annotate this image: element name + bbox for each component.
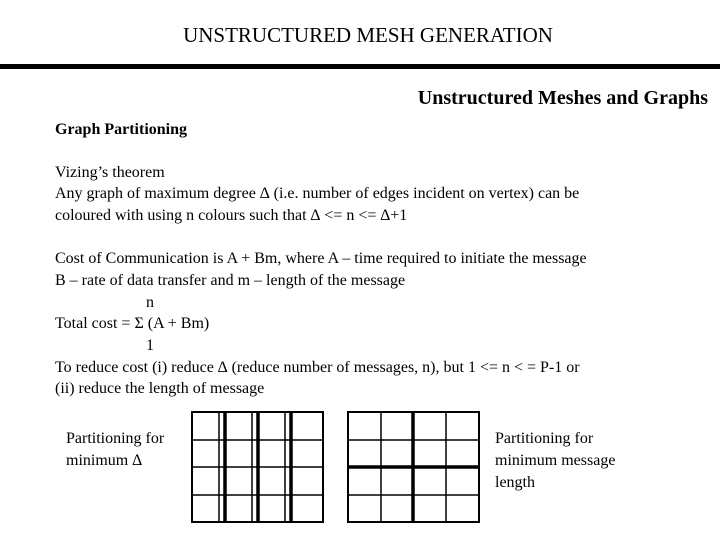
vizing-title: Vizing’s theorem <box>55 164 165 181</box>
right-figure-caption-line1: Partitioning for <box>495 430 594 447</box>
reduce-cost-line1: To reduce cost (i) reduce ∆ (reduce number of messages, n), but 1 <= n < = P-1 or <box>55 359 580 376</box>
sum-lower-limit: 1 <box>146 337 154 354</box>
vizing-statement-line2: coloured with using n colours such that ∆ <= n <= ∆+1 <box>55 207 408 224</box>
section-heading: Graph Partitioning <box>55 121 188 138</box>
block-partition-grid <box>348 412 479 522</box>
total-cost-formula: Total cost = Σ (A + Bm) <box>55 315 210 332</box>
slide-subtitle: Unstructured Meshes and Graphs <box>417 87 708 109</box>
cost-line2: B – rate of data transfer and m – length of the message <box>55 272 406 289</box>
vertical-partition-grid <box>192 412 323 522</box>
left-figure-caption-line1: Partitioning for <box>66 430 165 447</box>
cost-line1: Cost of Communication is A + Bm, where A – time required to initiate the message <box>55 250 587 267</box>
vizing-statement-line1: Any graph of maximum degree ∆ (i.e. number of edges incident on vertex) can be <box>55 185 580 202</box>
sum-upper-limit: n <box>146 294 154 311</box>
page-title: UNSTRUCTURED MESH GENERATION <box>183 23 553 47</box>
reduce-cost-line2: (ii) reduce the length of message <box>55 380 265 397</box>
right-figure-caption-line3: length <box>495 474 535 491</box>
right-figure-caption-line2: minimum message <box>495 452 616 469</box>
left-figure-caption-line2: minimum ∆ <box>66 452 143 469</box>
